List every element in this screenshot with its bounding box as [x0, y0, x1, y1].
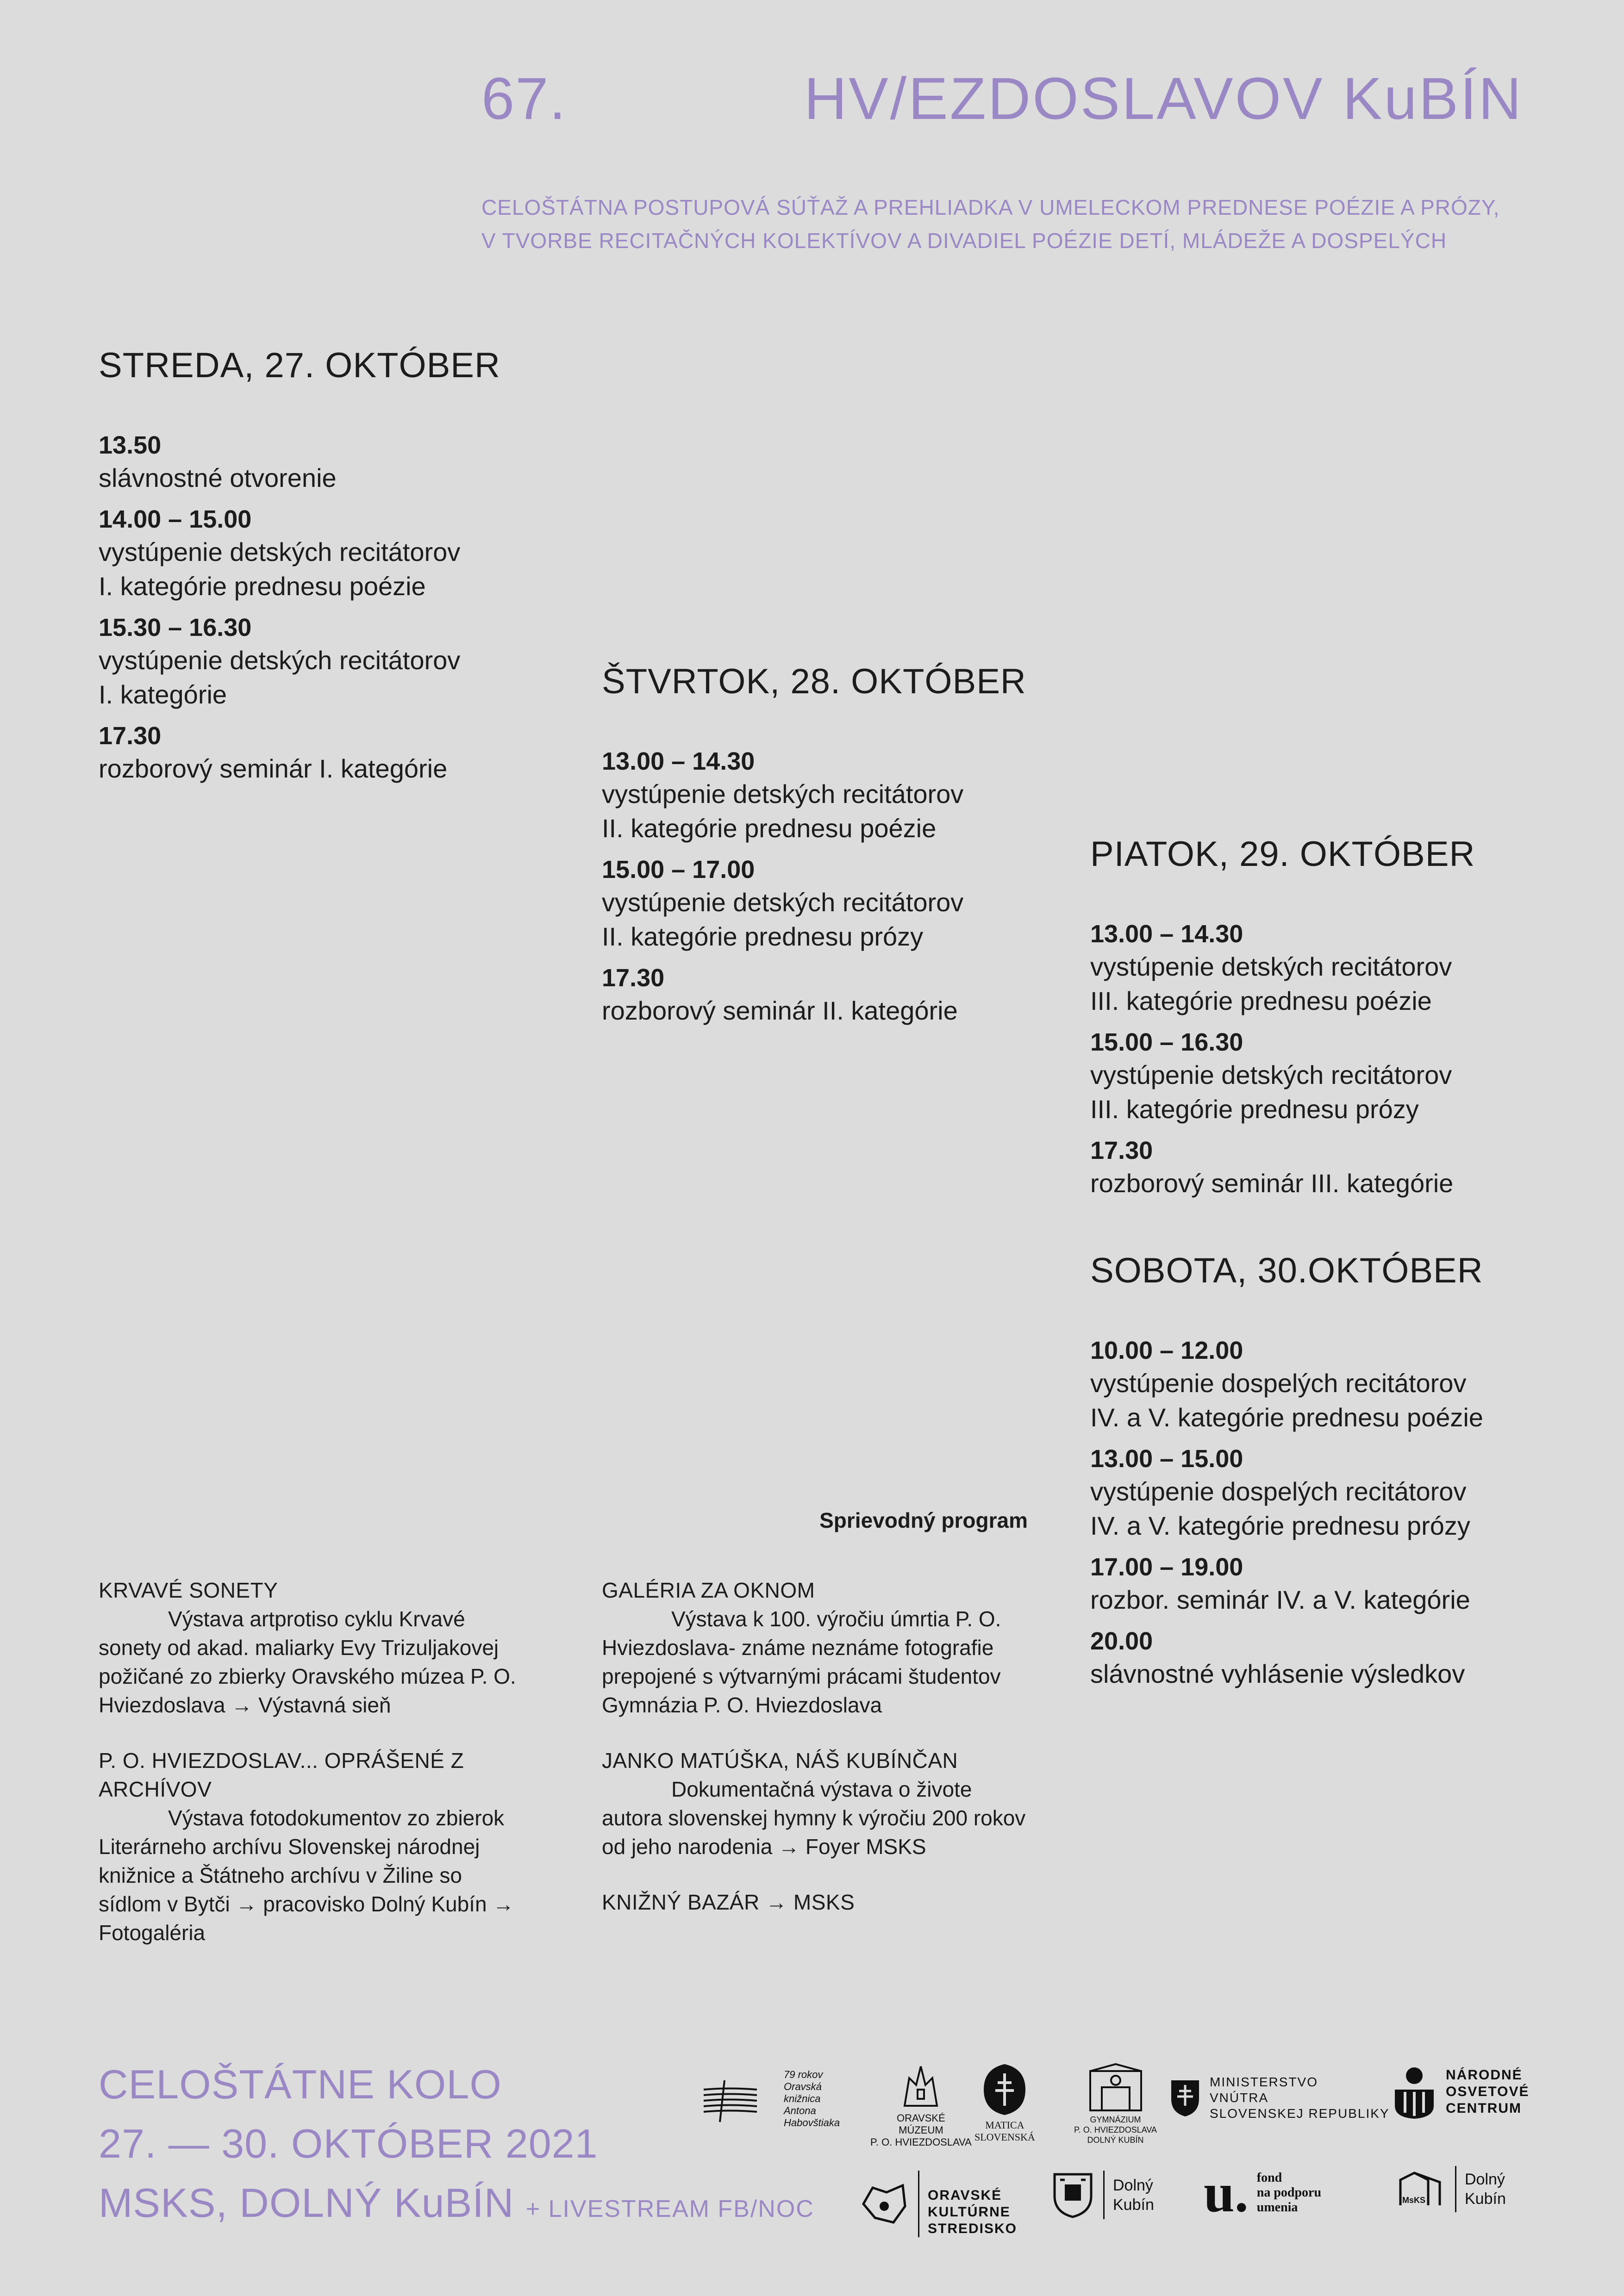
subtitle-line: CELOŠTÁTNA POSTUPOVÁ SÚŤAŽ A PREHLIADKA V UMELECKOM PREDNESE POÉZIE A PRÓZY, [481, 195, 1500, 219]
slovak-coat-of-arms-icon [1169, 2078, 1201, 2118]
event-item [99, 720, 585, 786]
accompanying-text: Dokumentačná výstava o živote autora slovenskej hymny k výročiu 200 rokov od jeho narodenia → Foyer MSKS [602, 1777, 1026, 1859]
dolny-kubin-city-logo [1051, 2171, 1154, 2219]
event-item [1090, 1443, 1604, 1543]
footer-venue: MSKS, DOLNÝ KuBÍN [99, 2180, 514, 2226]
accompanying-text: Výstava k 100. výročiu úmrtia P. O. Hviezdoslava- známe neznáme fotografie prepojené s výtvarnými prácami študentov Gymnázia P. O. Hviezdoslava [602, 1607, 1001, 1717]
gymnazium-text: GYMNÁZIUM P. O. HVIEZDOSLAVA DOLNÝ KUBÍN [1074, 2115, 1157, 2145]
event-description: rozborový seminár III. kategórie [1090, 1169, 1454, 1198]
event-description: vystúpenie detských recitátorov III. kategórie prednesu poézie [1090, 952, 1452, 1015]
msks-mark: MsKS [1402, 2196, 1426, 2205]
fpu-mark: u. [1204, 2162, 1249, 2223]
orava-map-icon [859, 2181, 910, 2227]
day-friday [1090, 834, 1599, 1209]
event-time: 13.00 – 15.00 [1090, 1445, 1243, 1473]
matica-text: MATICA SLOVENSKÁ [974, 2119, 1035, 2143]
event-item [1090, 1625, 1604, 1691]
oks-logo [859, 2171, 1017, 2237]
accompanying-heading: GALÉRIA ZA OKNOM [602, 1578, 815, 1602]
event-item [1090, 1335, 1604, 1435]
accompanying-program-label: Sprievodný program [819, 1508, 1028, 1532]
event-description: rozborový seminár II. kategórie [602, 996, 958, 1025]
noc-emblem-icon [1391, 2064, 1437, 2120]
dolny-kubin-text: Dolný Kubín [1113, 2176, 1154, 2214]
accompanying-text: Výstava fotodokumentov zo zbierok Literárneho archívu Slovenskej národnej knižnice a Štátneho archívu v Žiline so sídlom v Bytči → pracovisko Dolný Kubín → Fotogaléria [99, 1806, 514, 1945]
event-time: 13.00 – 14.30 [602, 747, 755, 775]
accompanying-heading: KNIŽNÝ BAZÁR → MSKS [602, 1890, 855, 1914]
day-title: ŠTVRTOK, 28. OKTÓBER [602, 662, 1026, 701]
day-thursday [602, 664, 1088, 1036]
ministerstvo-text: MINISTERSTVO VNÚTRA SLOVENSKEJ REPUBLIKY [1210, 2075, 1390, 2121]
event-time: 15.00 – 16.30 [1090, 1028, 1243, 1056]
logo-divider [918, 2171, 919, 2237]
dolny-kubin-coat-of-arms-icon [1051, 2171, 1095, 2219]
oravske-muzeum-logo [870, 2060, 972, 2148]
event-item [1090, 1551, 1604, 1617]
gymnazium-logo [1074, 2062, 1157, 2145]
event-time: 20.00 [1090, 1627, 1153, 1655]
castle-icon [895, 2060, 946, 2110]
event-item [602, 962, 1088, 1028]
msks-text: Dolný Kubín [1465, 2171, 1506, 2208]
accompanying-right-column [602, 1576, 1032, 1943]
accompanying-heading: JANKO MATÚŠKA, NÁŠ KUBÍNČAN [602, 1748, 958, 1773]
event-time: 15.30 – 16.30 [99, 614, 252, 641]
event-item [99, 504, 585, 604]
event-item [602, 854, 1088, 954]
event-description: vystúpenie detských recitátorov II. kategórie prednesu prózy [602, 888, 964, 951]
event-time: 13.00 – 14.30 [1090, 920, 1243, 948]
event-time: 10.00 – 12.00 [1090, 1337, 1243, 1364]
oravska-kniznica-logo [701, 2069, 840, 2129]
event-time: 13.50 [99, 431, 162, 459]
event-description: rozborový seminár I. kategórie [99, 754, 448, 783]
event-description: slávnostné otvorenie [99, 463, 337, 492]
footer-livestream: + LIVESTREAM FB/NOC [525, 2196, 814, 2222]
accompanying-heading: P. O. HVIEZDOSLAV... OPRÁŠENÉ Z ARCHÍVOV [99, 1748, 464, 1801]
logo-divider [1103, 2171, 1105, 2219]
day-saturday [1090, 1253, 1604, 1699]
building-icon [1086, 2062, 1146, 2113]
event-description: rozbor. seminár IV. a V. kategórie [1090, 1585, 1470, 1614]
accompanying-item [602, 1576, 1032, 1719]
event-description: vystúpenie dospelých recitátorov IV. a V. kategórie prednesu prózy [1090, 1477, 1470, 1540]
festival-title: HV/EZDOSLAVOV KuBÍN [804, 66, 1523, 132]
event-description: vystúpenie detských recitátorov II. kategórie prednesu poézie [602, 779, 964, 843]
accompanying-item [602, 1888, 1032, 1916]
day-wednesday [99, 348, 585, 794]
noc-logo [1391, 2064, 1530, 2120]
msks-emblem-icon [1396, 2166, 1447, 2212]
event-item [1090, 918, 1599, 1018]
day-title: SOBOTA, 30.OKTÓBER [1090, 1251, 1483, 1290]
event-time: 17.30 [1090, 1137, 1153, 1164]
footer-venue-line [99, 2173, 839, 2239]
accompanying-heading: KRVAVÉ SONETY [99, 1578, 278, 1602]
noc-text: NÁRODNÉ OSVETOVÉ CENTRUM [1446, 2067, 1530, 2116]
event-description: vystúpenie detských recitátorov I. kategórie prednesu poézie [99, 537, 461, 601]
logo-divider [1455, 2166, 1456, 2212]
accompanying-text: Výstava artprotiso cyklu Krvavé sonety od akad. maliarky Evy Trizuljakovej požičané zo zbierky Oravského múzea P. O. Hviezdoslava → Výstavná sieň [99, 1607, 516, 1717]
event-description: slávnostné vyhlásenie výsledkov [1090, 1659, 1465, 1688]
event-time: 14.00 – 15.00 [99, 505, 252, 533]
footer-dates: 27. — 30. OKTÓBER 2021 [99, 2121, 598, 2166]
oks-text-bound: ORAVSKÉ KULTÚRNE STREDISKO [928, 2188, 1018, 2236]
event-time: 17.30 [99, 722, 162, 750]
event-time: 17.00 – 19.00 [1090, 1553, 1243, 1581]
oravske-muzeum-text: ORAVSKÉ MÚZEUM P. O. HVIEZDOSLAVA [870, 2112, 972, 2148]
event-description: vystúpenie detských recitátorov I. kategórie [99, 646, 461, 709]
event-description: vystúpenie dospelých recitátorov IV. a V. kategórie prednesu poézie [1090, 1369, 1483, 1432]
matica-cross-icon [979, 2062, 1030, 2117]
event-time: 15.00 – 17.00 [602, 856, 755, 884]
msks-logo [1396, 2166, 1506, 2212]
day-title: PIATOK, 29. OKTÓBER [1090, 834, 1475, 874]
ministerstvo-logo [1169, 2074, 1390, 2122]
accompanying-left-column [99, 1576, 525, 1974]
event-description: vystúpenie detských recitátorov III. kategórie prednesu prózy [1090, 1060, 1452, 1124]
event-time: 17.30 [602, 964, 665, 992]
matica-logo [974, 2062, 1035, 2143]
event-item [1090, 1135, 1599, 1201]
fpu-text: fond na podporu umenia [1256, 2171, 1322, 2215]
event-item [99, 429, 585, 495]
oravska-kniznica-text: 79 rokov Oravská knižnica Antona Habovštiaka [784, 2069, 840, 2128]
day-title: STREDA, 27. OKTÓBER [99, 346, 500, 385]
accompanying-item [99, 1576, 525, 1719]
accompanying-item [602, 1746, 1032, 1861]
fpu-logo [1204, 2162, 1322, 2223]
event-item [1090, 1027, 1599, 1126]
edition-number: 67. [481, 66, 567, 132]
festival-subtitle [481, 191, 1546, 257]
book-lines-icon [701, 2071, 775, 2127]
subtitle-line: V TVORBE RECITAČNÝCH KOLEKTÍVOV A DIVADIEL POÉZIE DETÍ, MLÁDEŽE A DOSPELÝCH [481, 229, 1447, 253]
event-item [99, 612, 585, 712]
oks-text [928, 2171, 1017, 2237]
event-item [602, 746, 1088, 846]
footer-round: CELOŠTÁTNE KOLO [99, 2061, 502, 2107]
accompanying-item [99, 1746, 525, 1947]
